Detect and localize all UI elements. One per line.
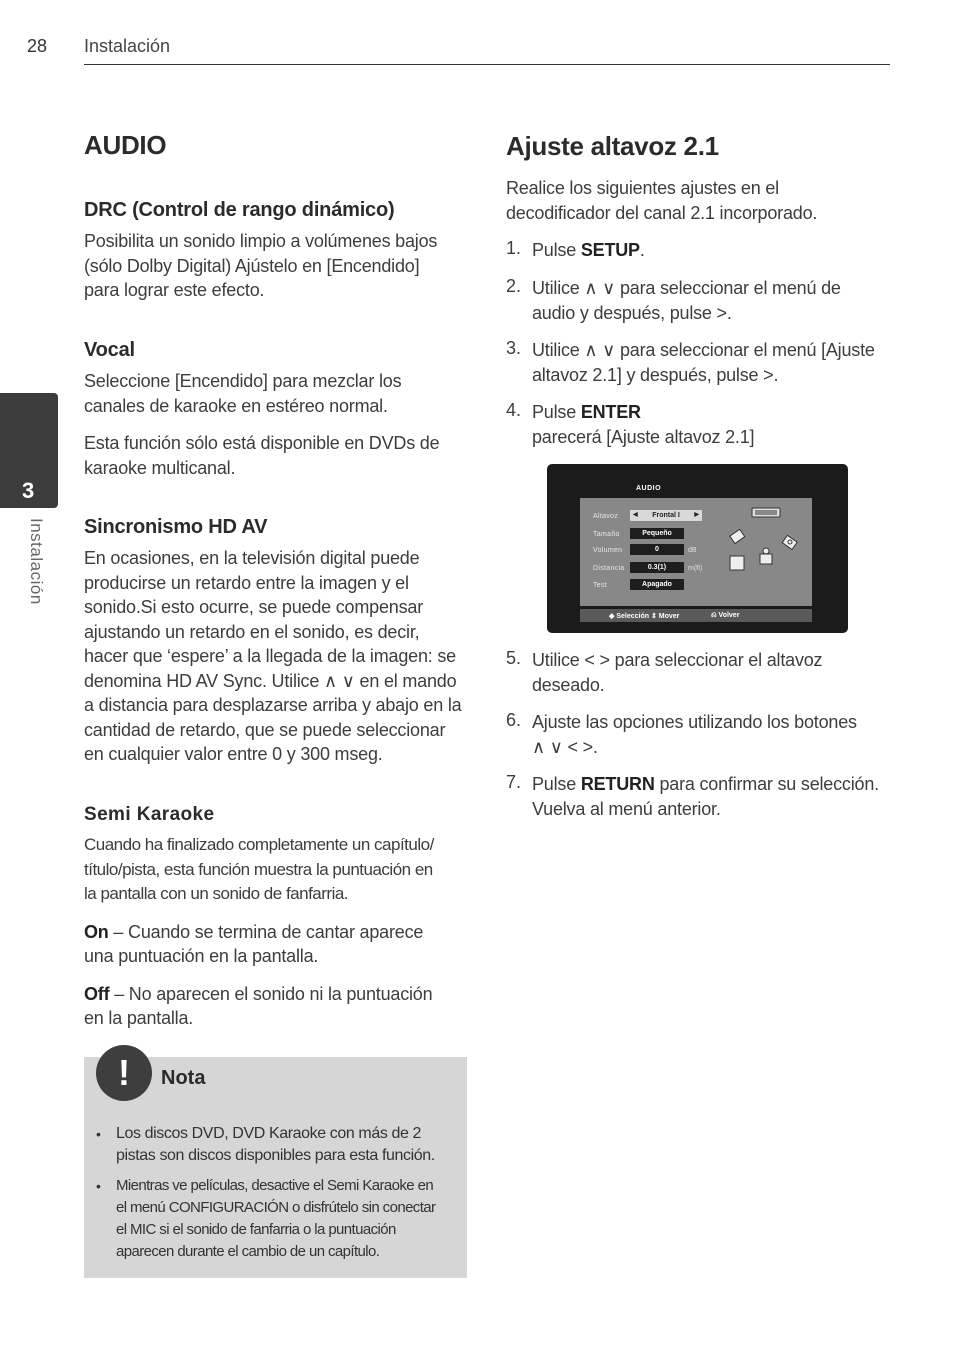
- speaker-layout-icon: [728, 504, 804, 574]
- note-title: Nota: [161, 1067, 206, 1089]
- drc-text: [84, 229, 474, 303]
- intro-text: [506, 176, 896, 225]
- section-header: Instalación: [84, 36, 171, 56]
- karaoke-on-line2: una puntuación en la pantalla.: [84, 946, 319, 966]
- step-text: audio y después, pulse >.: [532, 302, 732, 323]
- speaker-label: Altavoz: [593, 513, 619, 520]
- note-line: aparecen durante el cambio de un capítulo.: [116, 1243, 380, 1260]
- step-4: [506, 400, 896, 449]
- step-text: Utilice ∧ ∨ para seleccionar el menú de: [532, 278, 841, 298]
- step-text: Pulse: [532, 240, 581, 260]
- step-text: Utilice ∧ ∨ para seleccionar el menú [Ajuste: [532, 340, 875, 360]
- karaoke-heading: Semi Karaoke: [84, 804, 215, 825]
- step-text: Ajuste las opciones utilizando los botones: [532, 712, 857, 732]
- size-value[interactable]: Pequeño: [630, 528, 684, 539]
- vocal-line: Seleccione [Encendido] para mezclar los: [84, 371, 402, 391]
- hdav-line: en cualquier valor entre 0 y 300 mseg.: [84, 744, 383, 764]
- step-1: [506, 238, 896, 263]
- step-5: [506, 648, 896, 697]
- volume-unit: dB: [688, 547, 697, 554]
- audio-title: AUDIO: [84, 130, 167, 160]
- note-line: pistas son discos disponibles para esta función.: [116, 1147, 435, 1164]
- vocal-heading: Vocal: [84, 339, 135, 361]
- step-number: 6.: [506, 710, 522, 730]
- test-value[interactable]: Apagado: [630, 579, 684, 590]
- step-text: Utilice < > para seleccionar el altavoz: [532, 650, 823, 670]
- distance-label: Distancia: [593, 565, 625, 572]
- hdav-line: sonido.Si esto ocurre, se puede compensar: [84, 597, 424, 617]
- test-label: Test: [593, 582, 608, 589]
- karaoke-on: [84, 920, 474, 945]
- vocal-line: karaoke multicanal.: [84, 457, 236, 478]
- arrow-right-icon: ▶: [694, 512, 699, 518]
- step-text: Pulse: [532, 774, 581, 794]
- vocal-line: canales de karaoke en estéreo normal.: [84, 395, 388, 416]
- drc-heading: DRC (Control de rango dinámico): [84, 199, 395, 221]
- off-label: Off: [84, 983, 110, 1004]
- note-item: [96, 1123, 458, 1167]
- drc-line: Posibilita un sonido limpio a volúmenes bajos: [84, 231, 438, 251]
- chapter-label: [18, 518, 48, 628]
- karaoke-off: [84, 982, 474, 1007]
- step-number: 3.: [506, 338, 522, 358]
- step-number: 2.: [506, 276, 522, 296]
- hdav-line: hacer que ‘espere’ a la llegada de la imagen: se: [84, 646, 456, 666]
- distance-unit: m(ft): [688, 565, 703, 572]
- on-text: – Cuando se termina de cantar aparece: [108, 921, 424, 942]
- step-text: parecerá [Ajuste altavoz 2.1]: [532, 426, 755, 447]
- help-select: ◆ Selección ⇕ Mover: [609, 613, 680, 620]
- arrow-left-icon: ◀: [633, 512, 638, 518]
- hdav-line: a distancia para desplazarse arriba y abajo en la: [84, 695, 462, 715]
- karaoke-line: Cuando ha finalizado completamente un capítulo/: [84, 835, 434, 854]
- karaoke-line: título/pista, esta función muestra la puntuación en: [84, 859, 433, 879]
- step-number: 4.: [506, 400, 522, 420]
- return-key: RETURN: [580, 774, 655, 794]
- step-number: 5.: [506, 648, 522, 668]
- help-back: ⎌ Volver: [711, 612, 740, 619]
- volume-value[interactable]: 0: [630, 544, 684, 555]
- note-line: • Los discos DVD, DVD Karaoke con más de 2: [116, 1125, 422, 1142]
- drc-line: (sólo Dolby Digital) Ajústelo en [Encendido]: [84, 255, 420, 276]
- menu-title: AUDIO: [636, 485, 662, 492]
- hdav-line: ajustando un retardo en el sonido, es decir,: [84, 621, 420, 642]
- step-text: deseado.: [532, 674, 605, 695]
- volume-label: Volumen: [593, 547, 623, 554]
- speaker-value: Frontal I: [652, 512, 680, 519]
- step-3: [506, 338, 896, 387]
- step-6: [506, 710, 896, 759]
- note-item: [96, 1175, 458, 1263]
- intro-line: decodificador del canal 2.1 incorporado.: [506, 202, 818, 223]
- step-text: .: [639, 240, 645, 260]
- karaoke-off-line2: en la pantalla.: [84, 1008, 194, 1028]
- page-number: 28: [27, 36, 48, 56]
- speaker-selector[interactable]: [630, 510, 702, 521]
- note-list: [96, 1123, 458, 1271]
- hdav-heading: Sincronismo HD AV: [84, 516, 268, 538]
- warning-icon: !: [96, 1045, 152, 1101]
- step-text: altavoz 2.1] y después, pulse >.: [532, 364, 779, 385]
- hdav-line: En ocasiones, en la televisión digital puede: [84, 548, 420, 568]
- note-line: el menú CONFIGURACIÓN o disfrútelo sin conectar: [116, 1199, 436, 1216]
- on-label: On: [84, 921, 109, 942]
- vocal-line: Esta función sólo está disponible en DVDs de: [84, 433, 440, 453]
- karaoke-text: [84, 833, 474, 1031]
- step-number: 1.: [506, 238, 522, 258]
- note-line: • Mientras ve películas, desactive el Semi Karaoke en: [116, 1177, 434, 1194]
- vocal-text: [84, 369, 474, 480]
- step-text: Vuelva al menú anterior.: [532, 798, 721, 819]
- step-7: [506, 772, 896, 821]
- step-text: para confirmar su selección.: [654, 774, 879, 794]
- hdav-line: cantidad de retardo, que se puede seleccionar: [84, 719, 446, 740]
- speaker-setup-title: Ajuste altavoz 2.1: [506, 131, 719, 161]
- chapter-number: 3: [22, 478, 35, 503]
- hdav-line: denomina HD AV Sync. Utilice ∧ ∨ en el mando: [84, 670, 457, 691]
- header-rule: [84, 64, 890, 65]
- step-2: [506, 276, 896, 325]
- step-text: ∧ ∨ < >.: [532, 736, 598, 757]
- step-number: 7.: [506, 772, 522, 792]
- hdav-text: [84, 546, 474, 767]
- size-label: Tamaño: [593, 531, 620, 538]
- intro-line: Realice los siguientes ajustes en el: [506, 178, 779, 198]
- drc-line: para lograr este efecto.: [84, 280, 265, 300]
- karaoke-line: la pantalla con un sonido de fanfarria.: [84, 884, 349, 903]
- enter-key: ENTER: [580, 402, 641, 422]
- step-text: Pulse: [532, 402, 581, 422]
- hdav-line: producirse un retardo entre la imagen y el: [84, 572, 409, 593]
- setup-key: SETUP: [580, 240, 640, 260]
- note-line: el MIC si el sonido de fanfarria o la puntuación: [116, 1221, 396, 1238]
- chapter-label-text: Instalación: [27, 518, 46, 605]
- off-text: – No aparecen el sonido ni la puntuación: [109, 983, 433, 1004]
- distance-value[interactable]: 0.3(1): [630, 562, 684, 573]
